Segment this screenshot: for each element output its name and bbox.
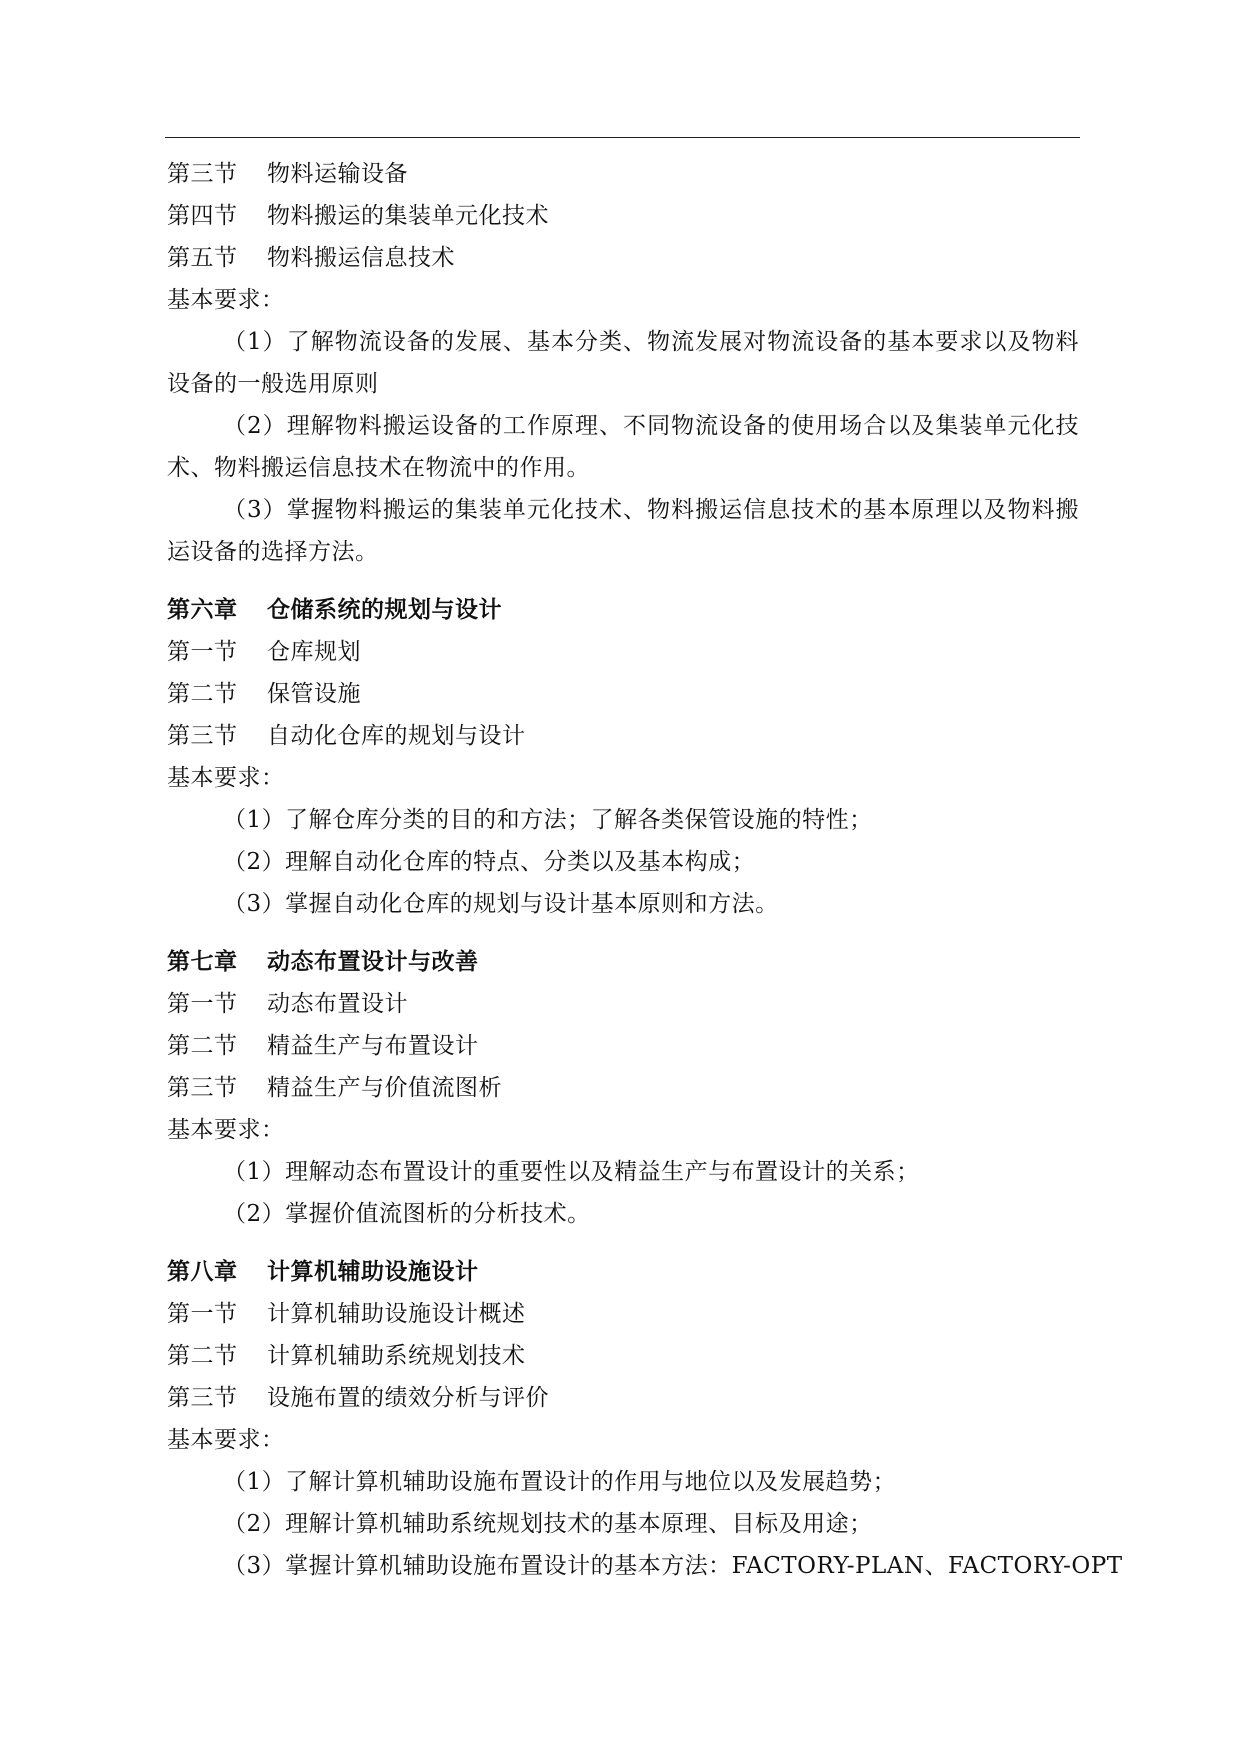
section-heading <box>167 983 1079 1025</box>
section-title: 设施布置的绩效分析与评价 <box>267 1385 549 1411</box>
section-title: 计算机辅助设施设计概述 <box>267 1301 526 1327</box>
chapter-number: 第六章 <box>167 597 238 623</box>
section-number: 第二节 <box>167 1033 238 1059</box>
section-number: 第一节 <box>167 991 238 1017</box>
chapter-heading <box>167 1251 1079 1293</box>
section-number: 第五节 <box>167 245 238 271</box>
section-title: 计算机辅助系统规划技术 <box>267 1343 526 1369</box>
requirement-item: （2）理解计算机辅助系统规划技术的基本原理、目标及用途； <box>223 1511 873 1537</box>
requirements-label: 基本要求： <box>167 287 285 313</box>
requirements-label: 基本要求： <box>167 1117 285 1143</box>
section-heading <box>167 237 1079 279</box>
section-heading <box>167 1377 1079 1419</box>
section-heading <box>167 1025 1079 1067</box>
requirement-item: （2）理解物料搬运设备的工作原理、不同物流设备的使用场合以及集装单元化技术、物料搬运信息技术在物流中的作用。 <box>167 413 1079 481</box>
requirement-item: （1）了解物流设备的发展、基本分类、物流发展对物流设备的基本要求以及物料设备的一般选用原则 <box>167 329 1079 397</box>
section-title: 物料搬运信息技术 <box>267 245 455 271</box>
header-rule <box>165 137 1080 138</box>
requirements-label: 基本要求： <box>167 765 285 791</box>
section-heading <box>167 715 1079 757</box>
requirement-item: （2）理解自动化仓库的特点、分类以及基本构成； <box>223 849 756 875</box>
section-title: 精益生产与布置设计 <box>267 1033 479 1059</box>
section-number: 第一节 <box>167 639 238 665</box>
requirement-item: （3）掌握物料搬运的集装单元化技术、物料搬运信息技术的基本原理以及物料搬运设备的选择方法。 <box>167 497 1079 565</box>
requirement-item: （1）了解计算机辅助设施布置设计的作用与地位以及发展趋势； <box>223 1469 897 1495</box>
requirement-item: （1）了解仓库分类的目的和方法；了解各类保管设施的特性； <box>223 807 873 833</box>
section-heading <box>167 153 1079 195</box>
section-number: 第三节 <box>167 1385 238 1411</box>
section-number: 第二节 <box>167 1343 238 1369</box>
section-heading <box>167 1293 1079 1335</box>
requirement-item: （1）理解动态布置设计的重要性以及精益生产与布置设计的关系； <box>223 1159 920 1185</box>
section-number: 第二节 <box>167 681 238 707</box>
requirement-item: （3）掌握计算机辅助设施布置设计的基本方法：FACTORY-PLAN、FACTORY-OPT <box>223 1553 1123 1579</box>
section-title: 精益生产与价值流图析 <box>267 1075 502 1101</box>
section-title: 动态布置设计 <box>267 991 408 1017</box>
section-title: 物料运输设备 <box>267 161 408 187</box>
chapter-title: 动态布置设计与改善 <box>267 949 479 975</box>
chapter-heading <box>167 941 1079 983</box>
chapter-number: 第七章 <box>167 949 238 975</box>
chapter-title: 计算机辅助设施设计 <box>267 1259 479 1285</box>
section-number: 第三节 <box>167 161 238 187</box>
chapter-heading <box>167 589 1079 631</box>
section-heading <box>167 1067 1079 1109</box>
requirements-label: 基本要求： <box>167 1427 285 1453</box>
section-heading <box>167 673 1079 715</box>
section-number: 第一节 <box>167 1301 238 1327</box>
section-title: 自动化仓库的规划与设计 <box>267 723 526 749</box>
section-number: 第三节 <box>167 1075 238 1101</box>
requirement-item: （2）掌握价值流图析的分析技术。 <box>223 1201 591 1227</box>
section-heading <box>167 631 1079 673</box>
section-title: 保管设施 <box>267 681 361 707</box>
section-heading <box>167 1335 1079 1377</box>
page-content <box>167 153 1123 1587</box>
section-heading <box>167 195 1079 237</box>
section-number: 第四节 <box>167 203 238 229</box>
chapter-title: 仓储系统的规划与设计 <box>267 597 502 623</box>
section-title: 物料搬运的集装单元化技术 <box>267 203 549 229</box>
chapter-number: 第八章 <box>167 1259 238 1285</box>
requirement-item: （3）掌握自动化仓库的规划与设计基本原则和方法。 <box>223 891 779 917</box>
section-title: 仓库规划 <box>267 639 361 665</box>
section-number: 第三节 <box>167 723 238 749</box>
